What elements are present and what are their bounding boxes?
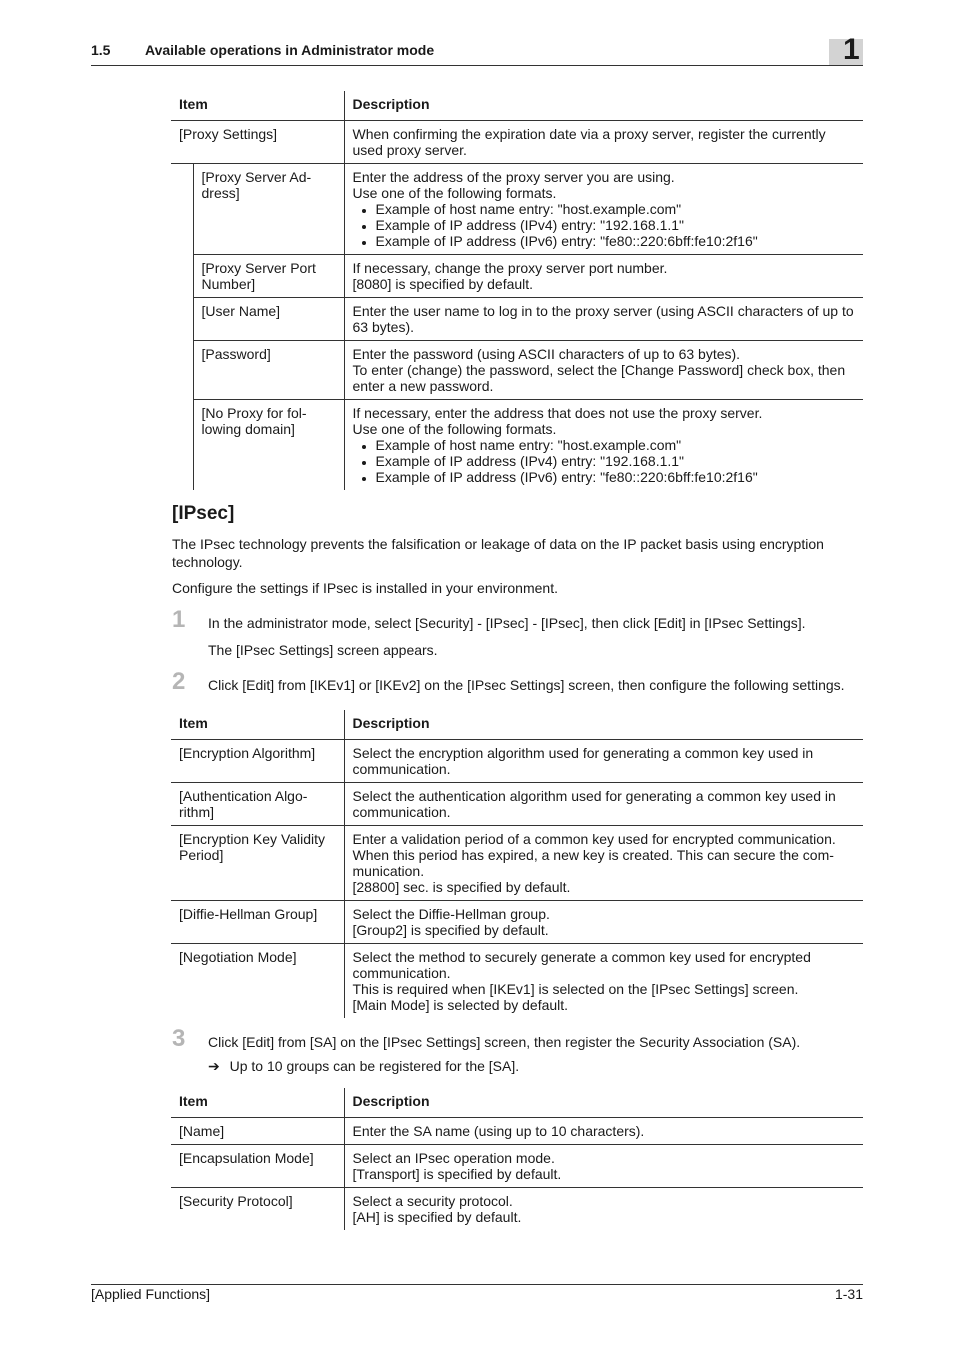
row-description: When confirming the expiration date via a proxy server, register the currently used proxy server. bbox=[344, 121, 863, 164]
row-item: [Security Protocol] bbox=[179, 1193, 293, 1209]
chapter-number: 1 bbox=[843, 33, 860, 66]
table-row bbox=[171, 901, 863, 944]
step-2-number: 2 bbox=[172, 668, 186, 695]
row-description: Select the method to securely generate a common key used for encrypted communication. This is required when [IKEv1] is selected on the [IPsec Settings] screen. [Main Mode] is selected by default. bbox=[344, 944, 863, 1019]
section-number: 1.5 bbox=[91, 42, 111, 58]
row-item: [Negotiation Mode] bbox=[179, 949, 297, 965]
row-item: [Proxy Server Port Number] bbox=[193, 255, 344, 298]
row-item: [Name] bbox=[171, 1118, 344, 1145]
bullet-list bbox=[353, 437, 856, 485]
list-item: • Example of host name entry: "host.example.com" bbox=[376, 201, 856, 217]
table-row bbox=[171, 1145, 863, 1188]
row-description: Enter the password (using ASCII characters of up to 63 bytes). To enter (change) the password, select the [Change Password] check box, then enter a new password. bbox=[344, 341, 863, 400]
column-header-item: Item bbox=[171, 1088, 344, 1118]
row-item: [User Name] bbox=[193, 298, 344, 341]
bullet-list bbox=[353, 201, 856, 249]
step-1-text: In the administrator mode, select [Security] - [IPsec] - [IPsec], then click [Edit] in [IPsec Settings]. bbox=[208, 615, 806, 631]
step-1-result: The [IPsec Settings] screen appears. bbox=[208, 642, 438, 658]
step-3-number: 3 bbox=[172, 1025, 186, 1052]
column-header-description: Description bbox=[344, 91, 863, 121]
list-item: • Example of IP address (IPv6) entry: "fe80::220:6bff:fe10:2f16" bbox=[376, 233, 856, 249]
row-description: If necessary, change the proxy server port number. [8080] is specified by default. bbox=[344, 255, 863, 298]
row-description: Select the Diffie-Hellman group. [Group2] is specified by default. bbox=[344, 901, 863, 944]
row-description: Enter the address of the proxy server you are using. Use one of the following formats. • Example of host name entry: "host.example.com" • Example of IP address (IPv4) entry: "192.168.1.1" • Example of IP address (IPv6) entry: "fe80::220:6bff:fe10:2f16" bbox=[344, 164, 863, 255]
row-item: [Diffie-Hellman Group] bbox=[171, 901, 344, 944]
row-description: Select an IPsec operation mode. [Transport] is specified by default. bbox=[344, 1145, 863, 1188]
column-header-item: Item bbox=[171, 710, 344, 740]
column-header-item: Item bbox=[171, 91, 344, 121]
step-3-note-text: Up to 10 groups can be registered for the [SA]. bbox=[229, 1058, 520, 1074]
table-row bbox=[171, 400, 863, 491]
table-row bbox=[171, 341, 863, 400]
step-3-text: Click [Edit] from [SA] on the [IPsec Settings] screen, then register the Security Association (SA). bbox=[208, 1034, 801, 1050]
table-row bbox=[171, 1188, 863, 1231]
row-description: Enter a validation period of a common key used for encrypted communication. When this period has expired, a new key is created. This can secure the com-munication. [28800] sec. is specified by default. bbox=[344, 826, 863, 901]
row-description: Select the encryption algorithm used for generating a common key used in communication. bbox=[344, 740, 863, 783]
row-description: If necessary, enter the address that does not use the proxy server. Use one of the following formats. • Example of host name entry: "host.example.com" • Example of IP address (IPv4) entry: "192.168.1.1" • Example of IP address (IPv6) entry: "fe80::220:6bff:fe10:2f16" bbox=[344, 400, 863, 491]
step-2-text: Click [Edit] from [IKEv1] or [IKEv2] on the [IPsec Settings] screen, then configure the following settings. bbox=[208, 677, 845, 693]
ike-settings-table bbox=[171, 710, 863, 1018]
step-3-note bbox=[208, 1058, 519, 1075]
table-row bbox=[171, 298, 863, 341]
table-row bbox=[171, 826, 863, 901]
row-item: [Proxy Server Ad-dress] bbox=[193, 164, 344, 255]
page-number: 1-31 bbox=[834, 1286, 863, 1302]
column-header-description: Description bbox=[344, 710, 863, 740]
ipsec-intro: The IPsec technology prevents the falsification or leakage of data on the IP packet basis using encryption technology. bbox=[172, 536, 824, 570]
table-row bbox=[171, 740, 863, 783]
table-row bbox=[171, 255, 863, 298]
row-item: [Proxy Settings] bbox=[171, 121, 344, 164]
list-item: • Example of IP address (IPv4) entry: "192.168.1.1" bbox=[376, 453, 856, 469]
table-row bbox=[171, 783, 863, 826]
row-description: Select a security protocol. [AH] is specified by default. bbox=[344, 1188, 863, 1231]
row-description: Enter the user name to log in to the proxy server (using ASCII characters of up to 63 bytes). bbox=[344, 298, 863, 341]
row-item: [Encapsulation Mode] bbox=[171, 1145, 344, 1188]
footer-rule bbox=[91, 1284, 863, 1285]
table-row bbox=[171, 944, 863, 1019]
row-item: [Authentication Algo-rithm] bbox=[171, 783, 344, 826]
row-item: [Encryption Algorithm] bbox=[171, 740, 344, 783]
row-description: Select the authentication algorithm used for generating a common key used in communication. bbox=[344, 783, 863, 826]
footer-title: [Applied Functions] bbox=[91, 1286, 211, 1302]
header-rule bbox=[91, 65, 863, 66]
section-title: Available operations in Administrator mode bbox=[145, 42, 435, 58]
table-row bbox=[171, 121, 863, 164]
row-description: Enter the SA name (using up to 10 characters). bbox=[344, 1118, 863, 1145]
list-item: • Example of IP address (IPv4) entry: "192.168.1.1" bbox=[376, 217, 856, 233]
arrow-right-icon: ➔ bbox=[208, 1058, 220, 1074]
indent-cell bbox=[171, 164, 193, 491]
table-row bbox=[171, 1118, 863, 1145]
column-header-description: Description bbox=[344, 1088, 863, 1118]
table-row bbox=[171, 164, 863, 255]
ipsec-heading: [IPsec] bbox=[172, 503, 235, 524]
row-item: [Encryption Key Validity Period] bbox=[171, 826, 344, 901]
row-item: [No Proxy for fol-lowing domain] bbox=[193, 400, 344, 491]
ipsec-intro-2: Configure the settings if IPsec is installed in your environment. bbox=[172, 580, 558, 596]
proxy-settings-table bbox=[171, 91, 863, 490]
row-item: [Password] bbox=[193, 341, 344, 400]
sa-settings-table bbox=[171, 1088, 863, 1230]
step-1-number: 1 bbox=[172, 606, 186, 633]
list-item: • Example of host name entry: "host.example.com" bbox=[376, 437, 856, 453]
list-item: • Example of IP address (IPv6) entry: "fe80::220:6bff:fe10:2f16" bbox=[376, 469, 856, 485]
